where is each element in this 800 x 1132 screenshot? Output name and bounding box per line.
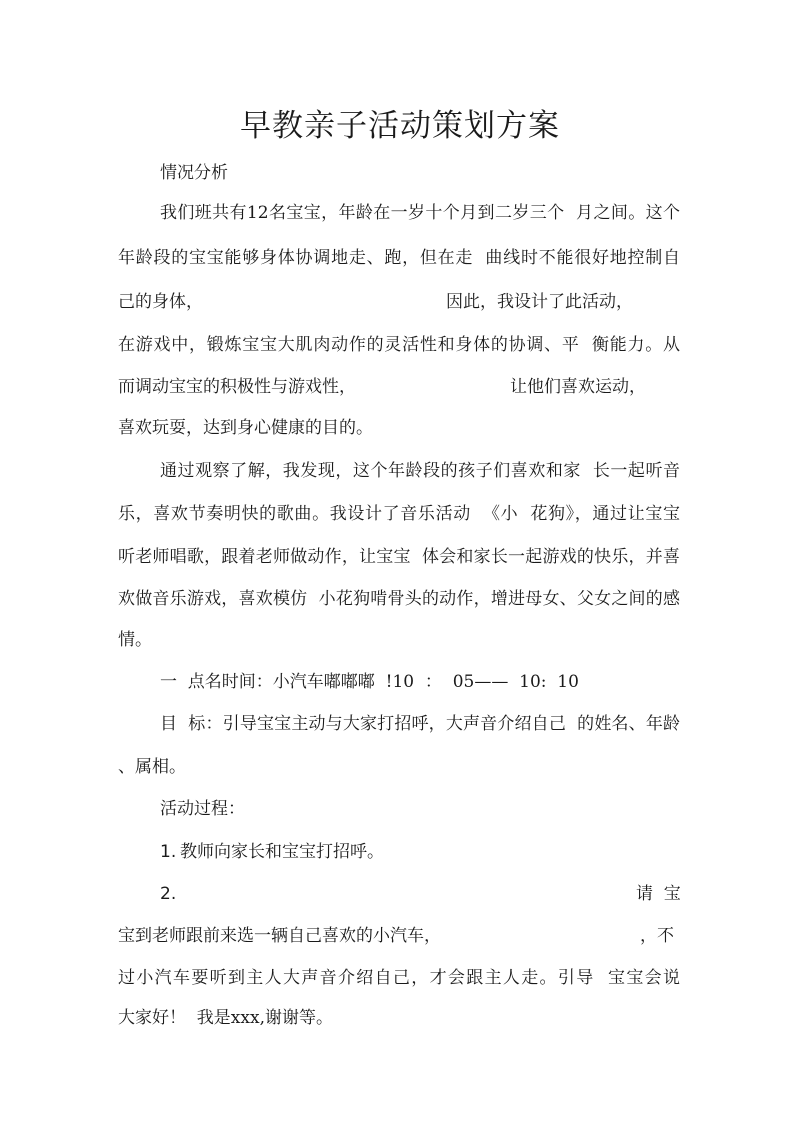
step2-number: 2. <box>160 884 177 904</box>
para2-line5: 情。 <box>118 630 152 650</box>
para2-line2: 乐，喜欢节奏明快的歌曲。我设计了音乐活动 《小 花狗》，通过让宝宝 <box>118 504 680 524</box>
para2-line4: 欢做音乐游戏，喜欢模仿 小花狗啃骨头的动作，增进母女、父女之间的感 <box>118 589 680 609</box>
roll-call-line: 一 点名时间：小汽车嘟嘟嘟 !10 ： 05—— 10: 10 <box>160 672 579 692</box>
section-heading: 情况分析 <box>160 163 228 183</box>
step1-text: 教师向家长和宝宝打招呼。 <box>180 842 384 862</box>
process-heading: 活动过程： <box>160 799 245 819</box>
para2-line3: 听老师唱歌，跟着老师做动作，让宝宝 体会和家长一起游戏的快乐，并喜 <box>118 547 680 567</box>
document-title: 早教亲子活动策划方案 <box>240 108 560 144</box>
step2-line1-right: 请 宝 <box>636 884 681 904</box>
step2-line3: 过小汽车要听到主人大声音介绍自己，才会跟主人走。引导 宝宝会说 <box>118 968 680 988</box>
step2-line2-left: 宝到老师跟前来选一辆自己喜欢的小汽车， <box>118 926 441 946</box>
goal-line2: 、属相。 <box>118 757 186 777</box>
para1-line4: 在游戏中，锻炼宝宝大肌肉动作的灵活性和身体的协调、平 衡能力。从 <box>118 335 680 355</box>
para1-line5-right: 让他们喜欢运动， <box>510 377 646 397</box>
goal-line1: 目 标：引导宝宝主动与大家打招呼，大声音介绍自己 的姓名、年龄 <box>160 714 680 734</box>
para1-line1: 我们班共有12名宝宝，年龄在一岁十个月到二岁三个 月之间。这个 <box>160 203 680 223</box>
para1-line3-left: 己的身体， <box>118 292 203 312</box>
para1-line5-left: 而调动宝宝的积极性与游戏性， <box>118 377 356 397</box>
step1-number: 1. <box>160 842 177 862</box>
para1-line6: 喜欢玩耍，达到身心健康的目的。 <box>118 418 373 438</box>
step2-line2-right: ，不 <box>640 926 674 946</box>
para1-line3-right: 因此，我设计了此活动， <box>446 292 633 312</box>
para2-line1: 通过观察了解，我发现，这个年龄段的孩子们喜欢和家 长一起听音 <box>160 461 680 481</box>
para1-line2: 年龄段的宝宝能够身体协调地走、跑，但在走 曲线时不能很好地控制自 <box>118 248 680 268</box>
step2-line4: 大家好！ 我是xxx,谢谢等。 <box>118 1008 333 1028</box>
